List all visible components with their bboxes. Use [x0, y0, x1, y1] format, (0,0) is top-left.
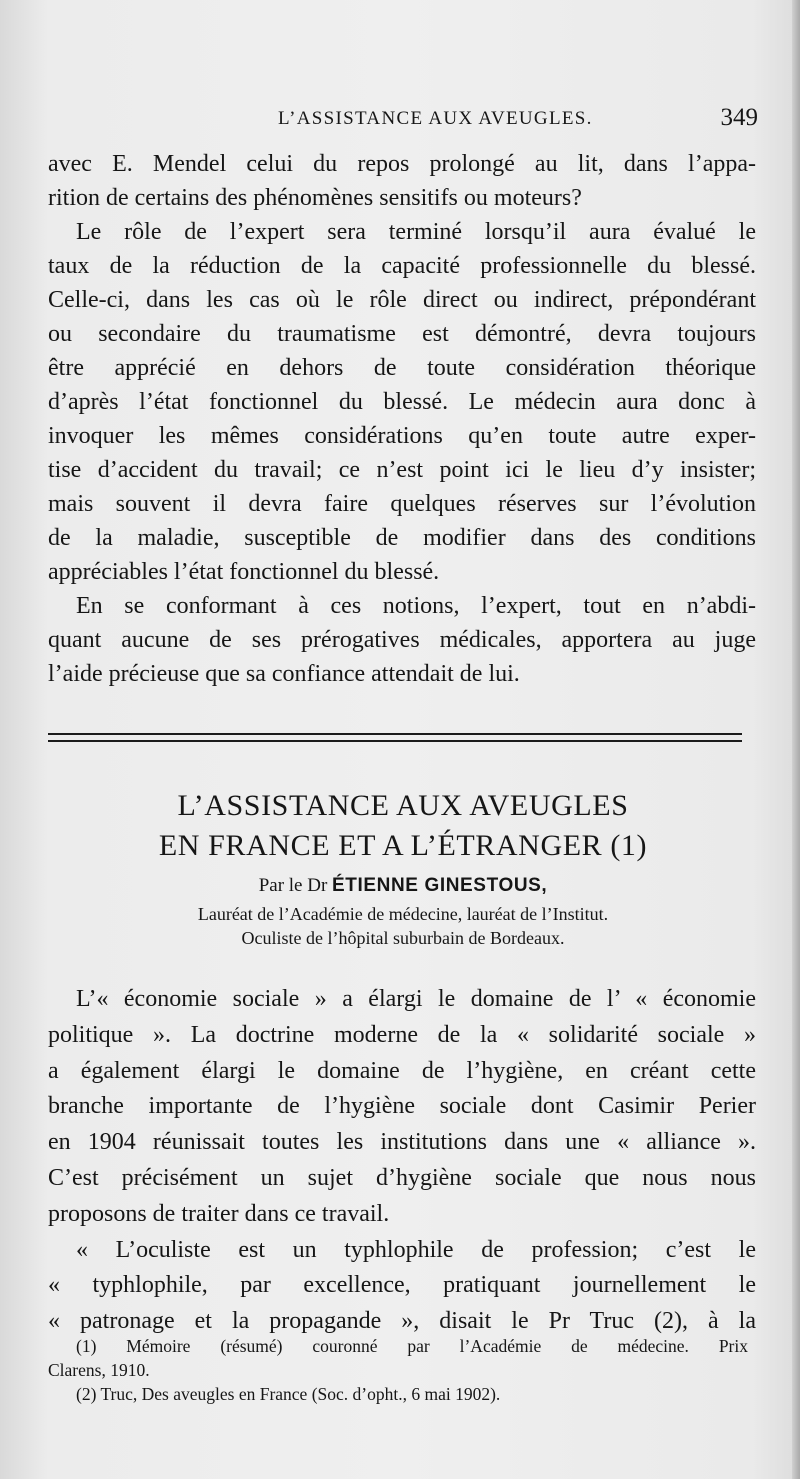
footnotes: [48, 1334, 748, 1406]
top-paragraph: [48, 147, 756, 691]
footnote-line: (2) Truc, Des aveugles en France (Soc. d’opht., 6 mai 1902).: [76, 1384, 501, 1404]
text-line: « L’oculiste est un typhlophile de profession; c’est le: [76, 1236, 756, 1263]
text-line: de la maladie, susceptible de modifier dans des conditions: [48, 525, 756, 551]
text-line: en 1904 réunissait toutes les institutions dans une « alliance ».: [48, 1129, 756, 1156]
footnote-line: (1) Mémoire (résumé) couronné par l’Académie de médecine. Prix: [76, 1336, 748, 1356]
article-title-line-2: EN FRANCE ET A L’ÉTRANGER (1): [158, 829, 648, 862]
footnote-line: Clarens, 1910.: [48, 1360, 150, 1380]
text-line: mais souvent il devra faire quelques réserves sur l’évolution: [48, 491, 756, 517]
text-line: l’aide précieuse que sa confiance attendait de lui.: [48, 661, 520, 687]
affiliation-2: Oculiste de l’hôpital suburbain de Bordeaux.: [241, 928, 565, 948]
page-edge: [792, 0, 800, 1479]
running-title: L’ASSISTANCE AUX AVEUGLES.: [278, 108, 593, 129]
text-line: branche importante de l’hygiène sociale dont Casimir Perier: [48, 1093, 756, 1120]
separator-rule-top: [48, 733, 742, 735]
running-head: [48, 106, 760, 140]
text-line: Celle-ci, dans les cas où le rôle direct ou indirect, prépondérant: [48, 287, 756, 313]
byline-prefix: Par le Dr: [258, 875, 328, 896]
text-line: appréciables l’état fonctionnel du blessé.: [48, 559, 440, 585]
text-line: Le rôle de l’expert sera terminé lorsqu’il aura évalué le: [76, 219, 756, 245]
text-line: ou secondaire du traumatisme est démontré, devra toujours: [48, 321, 756, 347]
text-line: avec E. Mendel celui du repos prolongé au lit, dans l’appa-: [48, 151, 756, 177]
article-body: [48, 982, 756, 1340]
author-name: ÉTIENNE GINESTOUS,: [332, 875, 548, 896]
text-line: a également élargi le domaine de l’hygiène, en créant cette: [48, 1057, 756, 1084]
text-line: L’« économie sociale » a élargi le domaine de l’ « économie: [76, 986, 756, 1012]
text-line: « typhlophile, par excellence, pratiquant journellement le: [48, 1272, 756, 1299]
text-line: proposons de traiter dans ce travail.: [48, 1200, 390, 1227]
text-line: quant aucune de ses prérogatives médicales, apportera au juge: [48, 627, 756, 653]
affiliation-1: Lauréat de l’Académie de médecine, lauréat de l’Institut.: [197, 904, 609, 924]
text-line: En se conformant à ces notions, l’expert, tout en n’abdi-: [76, 593, 756, 619]
text-line: rition de certains des phénomènes sensitifs ou moteurs?: [48, 185, 582, 211]
page-number: 349: [720, 104, 758, 131]
text-line: C’est précisément un sujet d’hygiène sociale que nous nous: [48, 1164, 756, 1191]
text-line: « patronage et la propagande », disait le Pr Truc (2), à la: [48, 1308, 756, 1335]
text-line: taux de la réduction de la capacité professionnelle du blessé.: [48, 253, 756, 279]
text-line: tise d’accident du travail; ce n’est point ici le lieu d’y insister;: [48, 457, 756, 483]
text-line: politique ». La doctrine moderne de la « solidarité sociale »: [48, 1021, 756, 1048]
text-line: invoquer les mêmes considérations qu’en toute autre exper-: [48, 423, 756, 449]
article-title-line-1: L’ASSISTANCE AUX AVEUGLES: [177, 789, 629, 822]
text-line: d’après l’état fonctionnel du blessé. Le médecin aura donc à: [48, 389, 756, 415]
text-line: être apprécié en dehors de toute considération théorique: [48, 355, 756, 381]
separator-rule-bottom: [48, 740, 742, 742]
byline: [48, 874, 758, 898]
